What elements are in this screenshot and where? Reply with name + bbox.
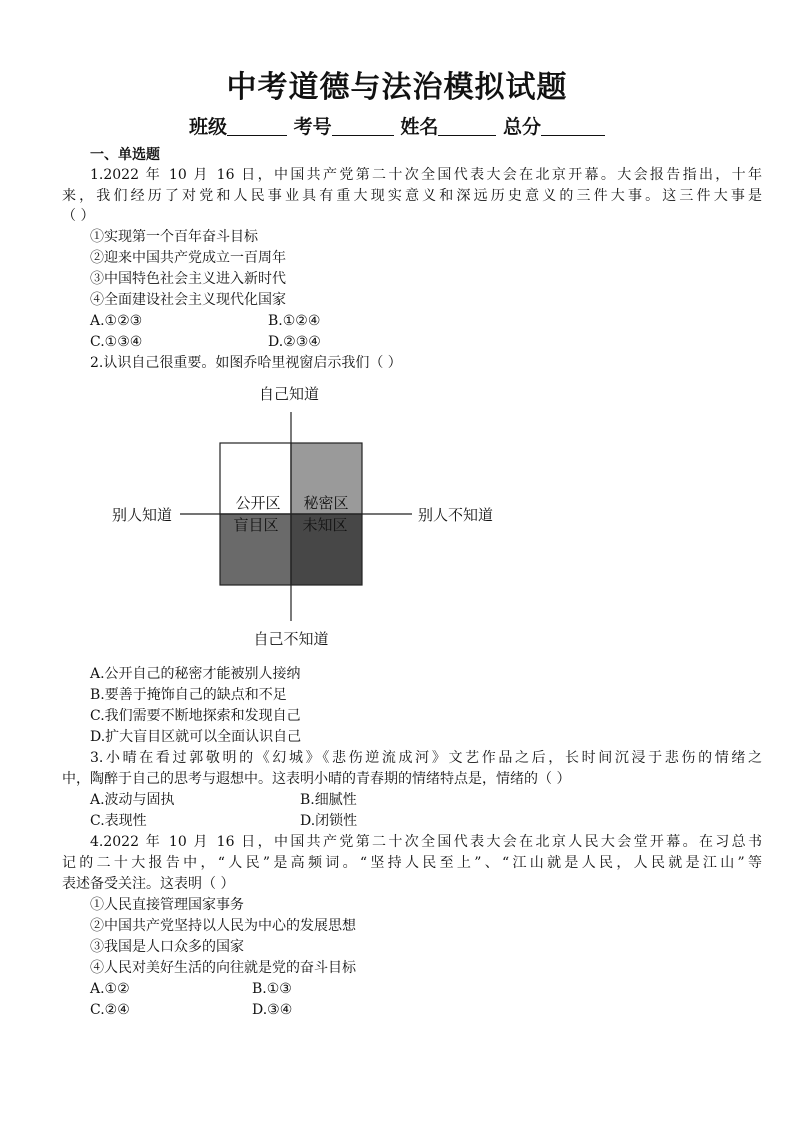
- q2-option-b[interactable]: B.要善于掩饰自己的缺点和不足: [90, 687, 287, 703]
- q3-option-b[interactable]: B.细腻性: [300, 792, 357, 808]
- q4-stem-line1: 4.2022 年 10 月 16 日，中国共产党第二十次全国代表大会在北京人民大会堂开幕。在习总书: [90, 834, 762, 850]
- quadrant-unknown-label: 未知区: [302, 516, 348, 534]
- q1-stem-line2: 来，我们经历了对党和人民事业具有重大现实意义和深远历史意义的三件大事。这三件大事是: [62, 188, 762, 204]
- label-others-unknown: 别人不知道: [418, 506, 494, 524]
- section-heading: 一、单选题: [90, 147, 160, 163]
- q4-stem-line3: 表述备受关注。这表明（ ）: [62, 876, 235, 892]
- q2-option-a[interactable]: A.公开自己的秘密才能被别人接纳: [90, 666, 301, 682]
- label-self-unknown: 自己不知道: [253, 630, 329, 648]
- q1-option-c[interactable]: C.①③④: [90, 334, 143, 350]
- q2-stem: 2.认识自己很重要。如图乔哈里视窗启示我们（ ）: [90, 355, 402, 371]
- q1-item: ③中国特色社会主义进入新时代: [90, 271, 286, 287]
- quadrant-open-label: 公开区: [235, 494, 281, 512]
- class-blank[interactable]: [227, 117, 287, 136]
- class-label: 班级: [189, 116, 228, 138]
- label-others-know: 别人知道: [111, 506, 172, 524]
- student-info-row: [0, 112, 794, 139]
- q4-item: ④人民对美好生活的向往就是党的奋斗目标: [90, 960, 356, 976]
- quadrant-secret-label: 秘密区: [303, 494, 349, 512]
- name-blank[interactable]: [438, 117, 496, 136]
- q1-option-b[interactable]: B.①②④: [268, 313, 321, 329]
- q1-option-d[interactable]: D.②③④: [268, 334, 321, 350]
- q3-stem-line2: 中，陶醉于自己的思考与遐想中。这表明小晴的青春期的情绪特点是，情绪的（ ）: [62, 771, 571, 787]
- exam-title: 中考道德与法治模拟试题: [226, 70, 568, 105]
- exam-no-blank[interactable]: [332, 117, 394, 136]
- exam-no-label: 考号: [293, 116, 332, 138]
- q3-option-a[interactable]: A.波动与固执: [90, 792, 175, 808]
- q4-item: ③我国是人口众多的国家: [90, 939, 244, 955]
- q4-item: ②中国共产党坚持以人民为中心的发展思想: [90, 918, 356, 934]
- johari-window-diagram: [90, 378, 530, 654]
- q1-item: ①实现第一个百年奋斗目标: [90, 229, 258, 245]
- q3-option-c[interactable]: C.表现性: [90, 813, 147, 829]
- q4-option-a[interactable]: A.①②: [90, 981, 130, 997]
- name-label: 姓名: [400, 116, 439, 138]
- label-self-knows: 自己知道: [258, 385, 320, 403]
- q1-answer-bracket: （ ）: [62, 208, 95, 224]
- q4-item: ①人民直接管理国家事务: [90, 897, 244, 913]
- quadrant-blind-label: 盲目区: [233, 516, 279, 534]
- q1-option-a[interactable]: A.①②③: [90, 313, 143, 329]
- q4-option-b[interactable]: B.①③: [252, 981, 292, 997]
- q2-option-c[interactable]: C.我们需要不断地探索和发现自己: [90, 708, 301, 724]
- q1-item: ④全面建设社会主义现代化国家: [90, 292, 286, 308]
- score-blank[interactable]: [541, 117, 605, 136]
- q3-option-d[interactable]: D.闭锁性: [300, 813, 358, 829]
- q4-option-c[interactable]: C.②④: [90, 1002, 130, 1018]
- q1-item: ②迎来中国共产党成立一百周年: [90, 250, 286, 266]
- score-label: 总分: [502, 116, 541, 138]
- q1-stem-line1: 1.2022 年 10 月 16 日，中国共产党第二十次全国代表大会在北京开幕。大会报告指出，十年: [90, 167, 762, 183]
- q3-stem-line1: 3.小晴在看过郭敬明的《幻城》《悲伤逆流成河》文艺作品之后，长时间沉浸于悲伤的情绪之: [90, 750, 762, 766]
- q4-stem-line2: 记的二十大报告中，“人民”是高频词。“坚持人民至上”、“江山就是人民，人民就是江山”等: [62, 855, 762, 871]
- q2-option-d[interactable]: D.扩大盲目区就可以全面认识自己: [90, 729, 302, 745]
- q4-option-d[interactable]: D.③④: [252, 1002, 293, 1018]
